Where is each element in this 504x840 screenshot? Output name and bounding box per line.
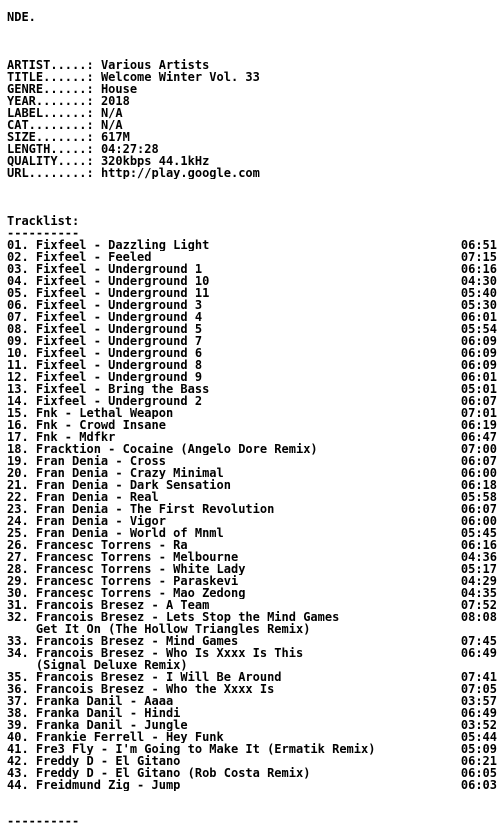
track-duration: 06:09 xyxy=(460,359,497,371)
track-row xyxy=(7,299,497,311)
track-duration: 05:45 xyxy=(460,527,497,539)
track-row xyxy=(7,743,497,755)
track-title: 37. Franka Danil - Aaaa xyxy=(7,695,174,707)
track-row xyxy=(7,695,497,707)
info-key: GENRE......: xyxy=(7,83,94,95)
track-duration: 07:45 xyxy=(460,635,497,647)
track-row xyxy=(7,779,497,791)
info-key: URL........: xyxy=(7,167,94,179)
track-row xyxy=(7,455,497,467)
track-duration: 06:16 xyxy=(460,539,497,551)
track-duration: 04:30 xyxy=(460,275,497,287)
track-duration: 06:09 xyxy=(460,347,497,359)
track-row xyxy=(7,479,497,491)
track-row xyxy=(7,563,497,575)
info-row-year xyxy=(7,95,497,107)
track-row xyxy=(7,671,497,683)
track-row xyxy=(7,575,497,587)
info-row-cat xyxy=(7,119,497,131)
track-title: 19. Fran Denia - Cross xyxy=(7,455,166,467)
track-duration: 05:01 xyxy=(460,383,497,395)
track-list xyxy=(7,239,497,791)
track-title: 27. Francesc Torrens - Melbourne xyxy=(7,551,239,563)
track-duration: 06:51 xyxy=(460,239,497,251)
track-row xyxy=(7,731,497,743)
track-duration: 07:01 xyxy=(460,407,497,419)
track-duration: 06:07 xyxy=(460,503,497,515)
info-value: 2018 xyxy=(100,95,130,107)
info-row-url xyxy=(7,167,497,179)
track-row xyxy=(7,599,497,611)
spacer xyxy=(7,23,497,59)
info-key: LENGTH.....: xyxy=(7,143,94,155)
track-title: (Signal Deluxe Remix) xyxy=(7,659,188,671)
track-row xyxy=(7,275,497,287)
track-title: 22. Fran Denia - Real xyxy=(7,491,159,503)
info-value: Welcome Winter Vol. 33 xyxy=(100,71,260,83)
track-title: 04. Fixfeel - Underground 10 xyxy=(7,275,210,287)
track-row xyxy=(7,683,497,695)
track-row xyxy=(7,431,497,443)
tracklist-heading: Tracklist: xyxy=(7,215,80,227)
track-row xyxy=(7,371,497,383)
track-duration: 07:52 xyxy=(460,599,497,611)
info-value: N/A xyxy=(100,119,123,131)
track-duration: 06:07 xyxy=(460,395,497,407)
track-title: 23. Fran Denia - The First Revolution xyxy=(7,503,275,515)
track-duration: 06:00 xyxy=(460,467,497,479)
track-duration: 06:01 xyxy=(460,371,497,383)
track-title: 25. Fran Denia - World of Mnml xyxy=(7,527,224,539)
track-row xyxy=(7,467,497,479)
track-duration: 03:57 xyxy=(460,695,497,707)
track-title: 14. Fixfeel - Underground 2 xyxy=(7,395,203,407)
track-title: 29. Francesc Torrens - Paraskevi xyxy=(7,575,239,587)
track-row xyxy=(7,623,497,635)
track-duration: 05:09 xyxy=(460,743,497,755)
info-row-size xyxy=(7,131,497,143)
track-title: 38. Franka Danil - Hindi xyxy=(7,707,181,719)
track-duration: 06:49 xyxy=(460,707,497,719)
track-row xyxy=(7,539,497,551)
track-row xyxy=(7,659,497,671)
track-title: 10. Fixfeel - Underground 6 xyxy=(7,347,203,359)
track-title: 20. Fran Denia - Crazy Minimal xyxy=(7,467,224,479)
track-duration: 06:49 xyxy=(460,647,497,659)
track-title: 43. Freddy D - El Gitano (Rob Costa Remix) xyxy=(7,767,311,779)
info-key: SIZE.......: xyxy=(7,131,94,143)
track-duration: 04:36 xyxy=(460,551,497,563)
info-key: LABEL......: xyxy=(7,107,94,119)
track-duration: 06:03 xyxy=(460,779,497,791)
track-row xyxy=(7,251,497,263)
track-title: 02. Fixfeel - Feeled xyxy=(7,251,152,263)
info-row-title xyxy=(7,71,497,83)
info-row-quality xyxy=(7,155,497,167)
track-title: 42. Freddy D - El Gitano xyxy=(7,755,181,767)
track-row xyxy=(7,551,497,563)
track-row xyxy=(7,515,497,527)
track-duration: 06:07 xyxy=(460,455,497,467)
track-row xyxy=(7,635,497,647)
track-row xyxy=(7,395,497,407)
track-duration: 06:01 xyxy=(460,311,497,323)
track-title: 40. Frankie Ferrell - Hey Funk xyxy=(7,731,224,743)
track-duration: 06:18 xyxy=(460,479,497,491)
track-duration: 05:17 xyxy=(460,563,497,575)
track-row xyxy=(7,335,497,347)
track-row xyxy=(7,407,497,419)
track-duration: 08:08 xyxy=(460,611,497,623)
track-title: 03. Fixfeel - Underground 1 xyxy=(7,263,203,275)
track-title: 05. Fixfeel - Underground 11 xyxy=(7,287,210,299)
track-row xyxy=(7,323,497,335)
track-row xyxy=(7,419,497,431)
track-title: 16. Fnk - Crowd Insane xyxy=(7,419,166,431)
track-duration: 05:30 xyxy=(460,299,497,311)
track-duration: 05:58 xyxy=(460,491,497,503)
track-row xyxy=(7,443,497,455)
footer-rule: ---------- xyxy=(7,815,80,827)
release-info xyxy=(7,59,497,179)
info-value: House xyxy=(100,83,138,95)
info-key: QUALITY....: xyxy=(7,155,94,167)
track-title: 34. Francois Bresez - Who Is Xxxx Is This xyxy=(7,647,304,659)
track-title: 35. Francois Bresez - I Will Be Around xyxy=(7,671,282,683)
track-row xyxy=(7,587,497,599)
track-title: 36. Francois Bresez - Who the Xxxx Is xyxy=(7,683,275,695)
track-row xyxy=(7,503,497,515)
track-duration: 05:54 xyxy=(460,323,497,335)
tracklist-underline: ---------- xyxy=(7,227,80,239)
info-key: CAT........: xyxy=(7,119,94,131)
track-duration: 06:00 xyxy=(460,515,497,527)
track-row xyxy=(7,527,497,539)
info-key: TITLE......: xyxy=(7,71,94,83)
track-title: 07. Fixfeel - Underground 4 xyxy=(7,311,203,323)
track-title: 41. Fre3 Fly - I'm Going to Make It (Ermatik Remix) xyxy=(7,743,376,755)
track-title: 30. Francesc Torrens - Mao Zedong xyxy=(7,587,246,599)
track-title: 39. Franka Danil - Jungle xyxy=(7,719,188,731)
info-key: ARTIST.....: xyxy=(7,59,94,71)
spacer xyxy=(7,179,497,215)
info-value: 04:27:28 xyxy=(100,143,159,155)
track-row xyxy=(7,647,497,659)
track-duration: 06:47 xyxy=(460,431,497,443)
track-title: 08. Fixfeel - Underground 5 xyxy=(7,323,203,335)
track-row xyxy=(7,287,497,299)
track-title: 28. Francesc Torrens - White Lady xyxy=(7,563,246,575)
track-duration: 07:41 xyxy=(460,671,497,683)
track-title: 18. Fracktion - Cocaine (Angelo Dore Remix) xyxy=(7,443,318,455)
info-value: N/A xyxy=(100,107,123,119)
release-code: NDE. xyxy=(7,11,36,23)
track-duration: 03:52 xyxy=(460,719,497,731)
track-duration: 04:35 xyxy=(460,587,497,599)
info-value: http://play.google.com xyxy=(100,167,260,179)
track-duration: 06:05 xyxy=(460,767,497,779)
info-row-length xyxy=(7,143,497,155)
info-row-genre xyxy=(7,83,497,95)
track-title: 33. Francois Bresez - Mind Games xyxy=(7,635,239,647)
track-title: 26. Francesc Torrens - Ra xyxy=(7,539,188,551)
track-title: 11. Fixfeel - Underground 8 xyxy=(7,359,203,371)
track-row xyxy=(7,767,497,779)
nfo-document xyxy=(7,11,497,827)
track-title: 15. Fnk - Lethal Weapon xyxy=(7,407,174,419)
info-key: YEAR.......: xyxy=(7,95,94,107)
track-duration: 06:09 xyxy=(460,335,497,347)
track-title: 44. Freidmund Zig - Jump xyxy=(7,779,181,791)
track-duration: 05:44 xyxy=(460,731,497,743)
track-row xyxy=(7,347,497,359)
track-title: 32. Francois Bresez - Lets Stop the Mind Games xyxy=(7,611,340,623)
info-value: 617M xyxy=(100,131,130,143)
track-row xyxy=(7,311,497,323)
info-row-artist xyxy=(7,59,497,71)
track-duration: 07:00 xyxy=(460,443,497,455)
track-duration: 05:40 xyxy=(460,287,497,299)
track-title: Get It On (The Hollow Triangles Remix) xyxy=(7,623,311,635)
info-value: 320kbps 44.1kHz xyxy=(100,155,210,167)
track-row xyxy=(7,263,497,275)
track-row xyxy=(7,383,497,395)
track-title: 01. Fixfeel - Dazzling Light xyxy=(7,239,210,251)
track-title: 31. Francois Bresez - A Team xyxy=(7,599,210,611)
track-title: 24. Fran Denia - Vigor xyxy=(7,515,166,527)
track-title: 06. Fixfeel - Underground 3 xyxy=(7,299,203,311)
track-row xyxy=(7,611,497,623)
track-row xyxy=(7,359,497,371)
track-duration: 07:15 xyxy=(460,251,497,263)
track-title: 12. Fixfeel - Underground 9 xyxy=(7,371,203,383)
track-duration: 07:05 xyxy=(460,683,497,695)
track-duration: 06:19 xyxy=(460,419,497,431)
track-row xyxy=(7,707,497,719)
track-row xyxy=(7,755,497,767)
track-title: 21. Fran Denia - Dark Sensation xyxy=(7,479,231,491)
track-row xyxy=(7,239,497,251)
track-duration: 06:16 xyxy=(460,263,497,275)
track-duration: 04:29 xyxy=(460,575,497,587)
track-title: 09. Fixfeel - Underground 7 xyxy=(7,335,203,347)
track-row xyxy=(7,491,497,503)
track-row xyxy=(7,719,497,731)
info-value: Various Artists xyxy=(100,59,210,71)
spacer xyxy=(7,791,497,815)
track-title: 17. Fnk - Mdfkr xyxy=(7,431,116,443)
info-row-label xyxy=(7,107,497,119)
track-duration: 06:21 xyxy=(460,755,497,767)
track-title: 13. Fixfeel - Bring the Bass xyxy=(7,383,210,395)
